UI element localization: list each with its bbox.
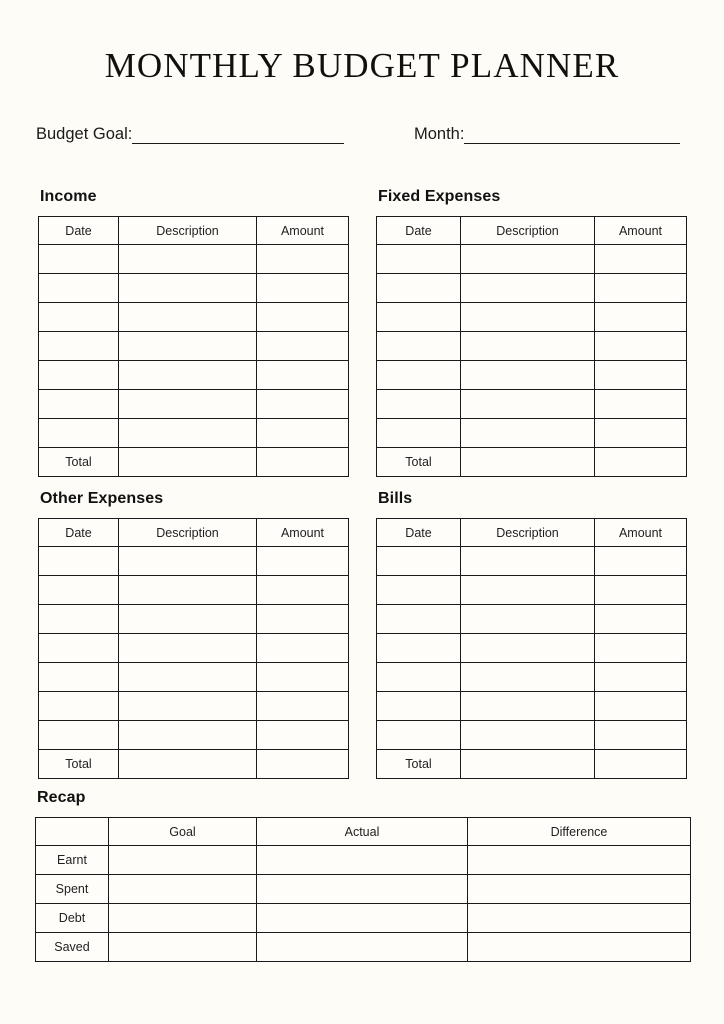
recap-table	[35, 817, 691, 962]
recap-row	[36, 846, 691, 875]
table-row	[377, 245, 687, 274]
column-header-description: Description	[461, 519, 595, 547]
cell-date[interactable]	[377, 605, 461, 634]
cell-description[interactable]	[119, 303, 257, 332]
cell-amount[interactable]	[595, 332, 687, 361]
cell-amount[interactable]	[257, 419, 349, 448]
column-header-date: Date	[39, 519, 119, 547]
section-bills	[376, 490, 687, 779]
recap-column-header-goal: Goal	[109, 818, 257, 846]
table-row	[377, 332, 687, 361]
cell-description[interactable]	[461, 634, 595, 663]
cell-date[interactable]	[377, 663, 461, 692]
section-heading-recap: Recap	[37, 789, 86, 806]
section-recap	[35, 789, 691, 962]
section-fixed-expenses	[376, 188, 687, 477]
cell-date[interactable]	[39, 361, 119, 390]
table-row	[377, 390, 687, 419]
bills-table	[376, 518, 687, 779]
column-header-amount: Amount	[595, 519, 687, 547]
cell-description[interactable]	[119, 419, 257, 448]
cell-amount[interactable]	[257, 634, 349, 663]
recap-cell-difference[interactable]	[468, 904, 691, 933]
table-row	[39, 245, 349, 274]
recap-cell-difference[interactable]	[468, 933, 691, 962]
table-row	[377, 634, 687, 663]
table-row	[39, 547, 349, 576]
cell-date[interactable]	[39, 274, 119, 303]
recap-cell-goal[interactable]	[109, 875, 257, 904]
cell-date[interactable]	[377, 303, 461, 332]
cell-date[interactable]	[377, 361, 461, 390]
cell-amount[interactable]	[595, 245, 687, 274]
table-row	[377, 576, 687, 605]
cell-description[interactable]	[119, 663, 257, 692]
recap-cell-difference[interactable]	[468, 875, 691, 904]
table-row	[39, 419, 349, 448]
table-row	[377, 547, 687, 576]
column-header-description: Description	[119, 519, 257, 547]
cell-amount[interactable]	[257, 692, 349, 721]
table-header-row	[39, 519, 349, 547]
cell-amount[interactable]	[257, 361, 349, 390]
table-row	[39, 663, 349, 692]
recap-header-row	[36, 818, 691, 846]
cell-description[interactable]	[461, 245, 595, 274]
table-header-row	[39, 217, 349, 245]
cell-date[interactable]	[39, 419, 119, 448]
cell-description[interactable]	[119, 692, 257, 721]
income-table	[38, 216, 349, 477]
cell-date[interactable]	[39, 634, 119, 663]
budget-goal-label: Budget Goal:	[36, 125, 133, 143]
budget-goal-input[interactable]	[132, 124, 344, 144]
cell-description[interactable]	[461, 361, 595, 390]
total-amount[interactable]	[257, 750, 349, 779]
cell-description[interactable]	[461, 547, 595, 576]
cell-amount[interactable]	[595, 576, 687, 605]
table-row	[39, 390, 349, 419]
cell-amount[interactable]	[257, 721, 349, 750]
table-row	[377, 605, 687, 634]
recap-row-label-saved: Saved	[36, 933, 109, 962]
table-row	[39, 605, 349, 634]
cell-amount[interactable]	[257, 332, 349, 361]
table-row	[39, 361, 349, 390]
cell-date[interactable]	[377, 692, 461, 721]
table-row	[39, 303, 349, 332]
recap-cell-goal[interactable]	[109, 904, 257, 933]
cell-date[interactable]	[39, 390, 119, 419]
cell-date[interactable]	[377, 332, 461, 361]
table-row	[377, 692, 687, 721]
month-label: Month:	[414, 125, 465, 143]
page-title: MONTHLY BUDGET PLANNER	[104, 46, 620, 85]
column-header-description: Description	[119, 217, 257, 245]
total-description[interactable]	[119, 448, 257, 477]
section-other-expenses	[38, 490, 349, 779]
recap-row	[36, 933, 691, 962]
cell-date[interactable]	[377, 245, 461, 274]
cell-date[interactable]	[377, 547, 461, 576]
cell-date[interactable]	[377, 721, 461, 750]
cell-amount[interactable]	[595, 419, 687, 448]
cell-date[interactable]	[39, 663, 119, 692]
table-row	[377, 663, 687, 692]
recap-row	[36, 875, 691, 904]
cell-amount[interactable]	[595, 663, 687, 692]
table-row	[39, 692, 349, 721]
cell-description[interactable]	[461, 390, 595, 419]
fixed-expenses-table	[376, 216, 687, 477]
cell-description[interactable]	[461, 332, 595, 361]
cell-description[interactable]	[461, 692, 595, 721]
cell-amount[interactable]	[257, 274, 349, 303]
total-label: Total	[39, 750, 119, 779]
column-header-amount: Amount	[257, 217, 349, 245]
cell-date[interactable]	[39, 547, 119, 576]
cell-amount[interactable]	[257, 576, 349, 605]
column-header-date: Date	[39, 217, 119, 245]
cell-amount[interactable]	[257, 605, 349, 634]
cell-description[interactable]	[119, 547, 257, 576]
recap-cell-actual[interactable]	[257, 846, 468, 875]
cell-amount[interactable]	[257, 245, 349, 274]
column-header-date: Date	[377, 519, 461, 547]
cell-date[interactable]	[39, 576, 119, 605]
month-field[interactable]	[414, 118, 680, 144]
cell-amount[interactable]	[257, 303, 349, 332]
table-row	[39, 274, 349, 303]
recap-row	[36, 904, 691, 933]
table-row	[377, 303, 687, 332]
cell-description[interactable]	[119, 274, 257, 303]
cell-date[interactable]	[377, 419, 461, 448]
table-row	[39, 576, 349, 605]
cell-description[interactable]	[119, 605, 257, 634]
recap-row-label-debt: Debt	[36, 904, 109, 933]
table-total-row	[39, 750, 349, 779]
cell-amount[interactable]	[595, 692, 687, 721]
table-row	[39, 332, 349, 361]
table-row	[39, 634, 349, 663]
recap-corner-cell	[36, 818, 109, 846]
recap-cell-goal[interactable]	[109, 933, 257, 962]
cell-description[interactable]	[119, 332, 257, 361]
cell-description[interactable]	[461, 274, 595, 303]
table-header-row	[377, 217, 687, 245]
table-row	[377, 274, 687, 303]
total-amount[interactable]	[257, 448, 349, 477]
total-description[interactable]	[119, 750, 257, 779]
cell-amount[interactable]	[595, 634, 687, 663]
cell-amount[interactable]	[595, 605, 687, 634]
other-expenses-table	[38, 518, 349, 779]
cell-description[interactable]	[119, 361, 257, 390]
cell-description[interactable]	[119, 576, 257, 605]
cell-date[interactable]	[39, 332, 119, 361]
total-description[interactable]	[461, 750, 595, 779]
cell-date[interactable]	[39, 692, 119, 721]
recap-cell-actual[interactable]	[257, 875, 468, 904]
month-input[interactable]	[464, 124, 680, 144]
cell-amount[interactable]	[257, 390, 349, 419]
cell-description[interactable]	[461, 605, 595, 634]
cell-date[interactable]	[377, 634, 461, 663]
recap-cell-actual[interactable]	[257, 904, 468, 933]
cell-description[interactable]	[119, 721, 257, 750]
table-total-row	[377, 750, 687, 779]
cell-amount[interactable]	[595, 721, 687, 750]
table-header-row	[377, 519, 687, 547]
total-label: Total	[39, 448, 119, 477]
section-heading-bills: Bills	[378, 490, 413, 507]
cell-amount[interactable]	[595, 390, 687, 419]
budget-goal-field[interactable]	[36, 118, 344, 144]
cell-description[interactable]	[119, 390, 257, 419]
cell-description[interactable]	[461, 663, 595, 692]
section-heading-fixed-expenses: Fixed Expenses	[378, 188, 501, 205]
table-row	[377, 419, 687, 448]
cell-description[interactable]	[461, 303, 595, 332]
cell-date[interactable]	[377, 274, 461, 303]
column-header-amount: Amount	[257, 519, 349, 547]
column-header-amount: Amount	[595, 217, 687, 245]
cell-description[interactable]	[461, 721, 595, 750]
recap-column-header-difference: Difference	[468, 818, 691, 846]
cell-date[interactable]	[39, 605, 119, 634]
total-description[interactable]	[461, 448, 595, 477]
table-row	[377, 361, 687, 390]
table-row	[39, 721, 349, 750]
cell-date[interactable]	[39, 303, 119, 332]
recap-cell-goal[interactable]	[109, 846, 257, 875]
cell-description[interactable]	[461, 419, 595, 448]
cell-description[interactable]	[461, 576, 595, 605]
cell-description[interactable]	[119, 634, 257, 663]
cell-date[interactable]	[39, 721, 119, 750]
table-total-row	[39, 448, 349, 477]
cell-description[interactable]	[119, 245, 257, 274]
recap-row-label-spent: Spent	[36, 875, 109, 904]
cell-date[interactable]	[39, 245, 119, 274]
cell-amount[interactable]	[595, 361, 687, 390]
recap-column-header-actual: Actual	[257, 818, 468, 846]
cell-date[interactable]	[377, 576, 461, 605]
cell-amount[interactable]	[595, 547, 687, 576]
total-label: Total	[377, 750, 461, 779]
recap-cell-difference[interactable]	[468, 846, 691, 875]
total-label: Total	[377, 448, 461, 477]
total-amount[interactable]	[595, 448, 687, 477]
cell-amount[interactable]	[257, 547, 349, 576]
section-income	[38, 188, 349, 477]
cell-amount[interactable]	[257, 663, 349, 692]
cell-amount[interactable]	[595, 274, 687, 303]
recap-cell-actual[interactable]	[257, 933, 468, 962]
section-heading-other-expenses: Other Expenses	[40, 490, 164, 507]
column-header-date: Date	[377, 217, 461, 245]
table-total-row	[377, 448, 687, 477]
table-row	[377, 721, 687, 750]
cell-date[interactable]	[377, 390, 461, 419]
total-amount[interactable]	[595, 750, 687, 779]
section-heading-income: Income	[40, 188, 97, 205]
column-header-description: Description	[461, 217, 595, 245]
recap-row-label-earnt: Earnt	[36, 846, 109, 875]
cell-amount[interactable]	[595, 303, 687, 332]
